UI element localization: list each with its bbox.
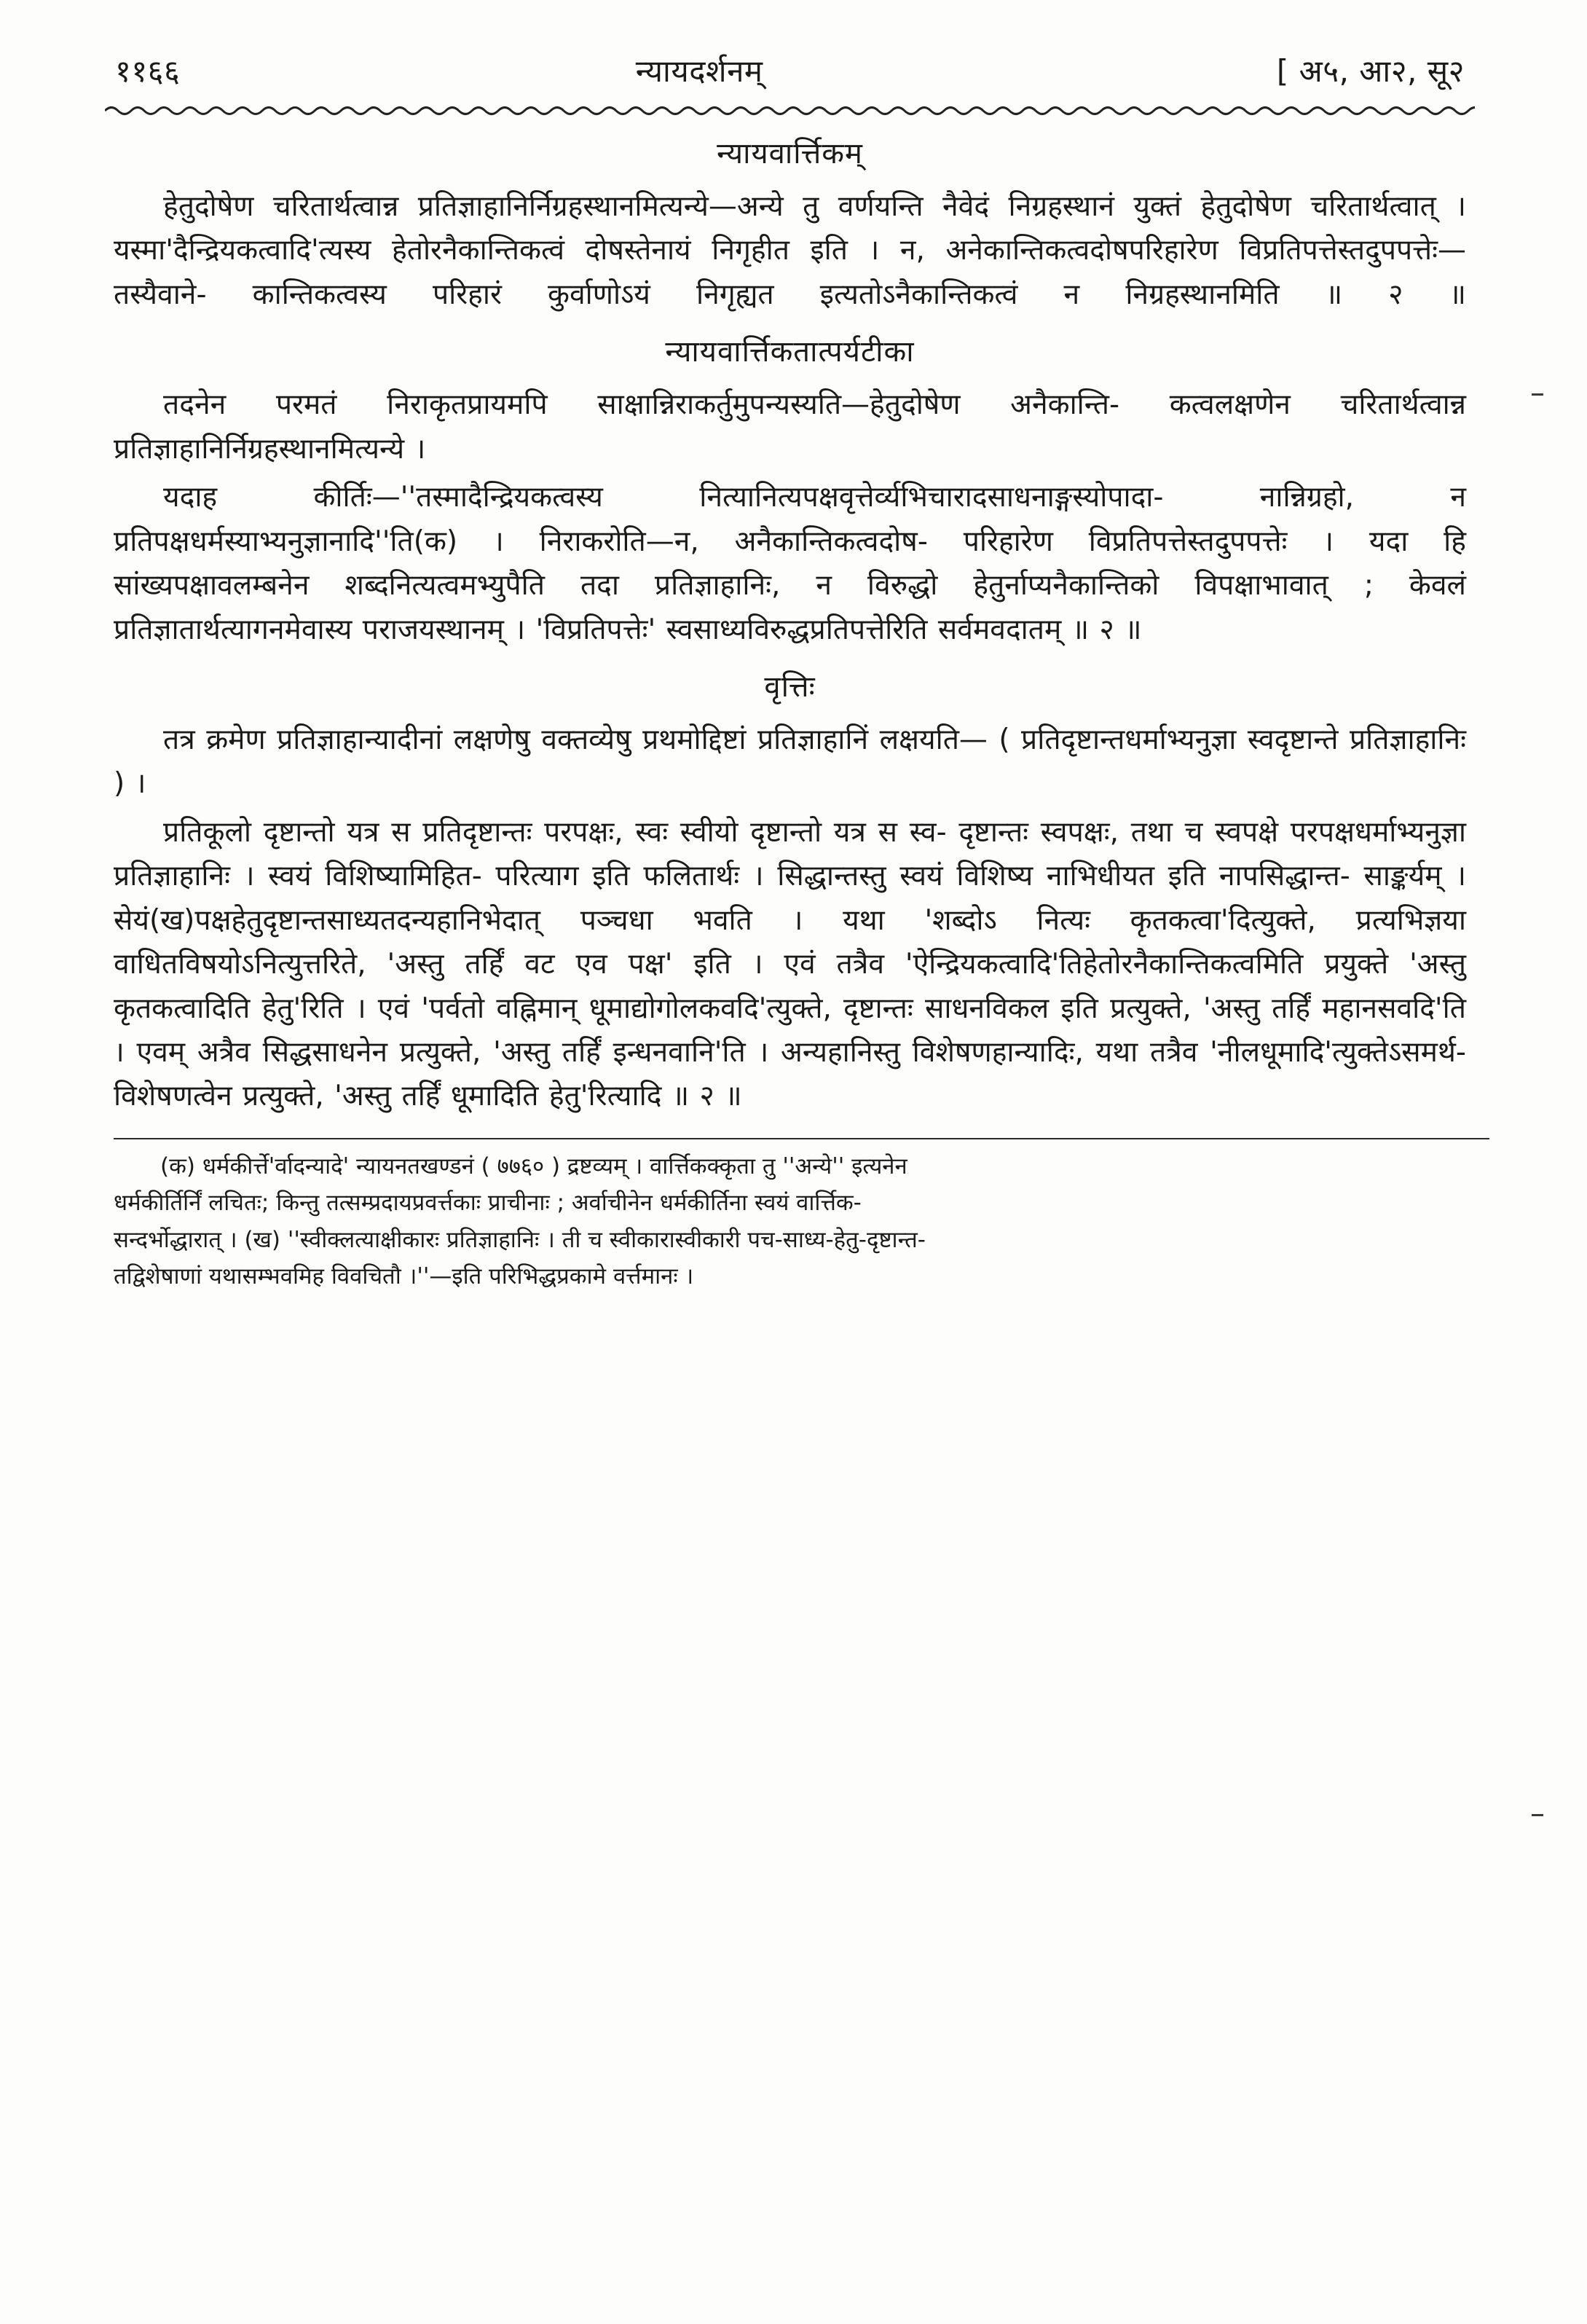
scan-edge-mark (1532, 1814, 1543, 1816)
page-header (102, 29, 1478, 91)
document-body (102, 132, 1478, 1119)
paragraph: तदनेन परमतं निराकृतप्रायमपि साक्षान्निराकर्तुमुपन्यस्यति—हेतुदोषेण अनैकान्ति- कत्वलक्षणेन चरितार्थत्वान्न प्रतिज्ञाहानिर्निग्रहस्थानमित्यन्ये । (114, 388, 1466, 466)
footnote-separator (114, 1138, 1489, 1139)
footnote-line: धर्मकीर्तिर्निं लचितः; किन्तु तत्सम्प्रदायप्रवर्त्तकाः प्राचीनाः ; अर्वाचीनेन धर्मकीर्तिना स्वयं वार्त्तिक- (114, 1190, 862, 1217)
paragraph: तत्र क्रमेण प्रतिज्ञाहान्यादीनां लक्षणेषु वक्तव्येषु प्रथमोद्दिष्टां प्रतिज्ञाहानिं लक्षयति— ( प्रतिदृष्टान्तधर्माभ्यनुज्ञा स्वदृष्टान्ते प्रतिज्ञाहानिः ) । (114, 723, 1466, 801)
paragraph: यदाह कीर्तिः—''तस्मादैन्द्रियकत्वस्य नित्यानित्यपक्षवृत्तेर्व्यभिचारादसाधनाङ्गस्योपादा- नान्निग्रहो, न प्रतिपक्षधर्मस्याभ्यनुज्ञानादि''ति(क) । निराकरोति—न, अनैकान्तिकत्वदोष- परिहारेण विप्रतिपत्तेस्तदुपपत्तेः । यदा हि सांख्यपक्षावलम्बनेन शब्दनित्यत्वमभ्युपैति तदा प्रतिज्ञाहानिः, न विरुद्धो हेतुर्नाप्यनैकान्तिको विपक्षाभावात् ; केवलं प्रतिज्ञातार्थत्यागनमेवास्य पराजयस्थानम् । 'विप्रतिपत्तेः' स्वसाध्यविरुद्धप्रतिपत्तेरिति सर्वमवदातम् ॥ २ ॥ (114, 481, 1466, 646)
wavy-divider (105, 103, 1475, 119)
folio-number: ११६६ (115, 53, 181, 89)
scan-edge-mark (1532, 393, 1543, 396)
footnote-line: तद्विशेषाणां यथासम्भवमिह विवचितौ ।''—इति परिभिद्धप्रकामे वर्त्तमानः । (114, 1263, 694, 1290)
footnote-line: सन्दर्भोद्धारात् । (ख) ''स्वीक्लत्याक्षीकारः प्रतिज्ञाहानिः । ती च स्वीकारास्वीकारी पच-साध्य-हेतु-दृष्टान्त- (114, 1226, 926, 1253)
paragraph: प्रतिकूलो दृष्टान्तो यत्र स प्रतिदृष्टान्तः परपक्षः, स्वः स्वीयो दृष्टान्तो यत्र स स्व- दृष्टान्तः स्वपक्षः, तथा च स्वपक्षे परपक्षधर्माभ्यनुज्ञा प्रतिज्ञाहानिः । स्वयं विशिष्यामिहित- परित्याग इति फलितार्थः । सिद्धान्तस्तु स्वयं विशिष्य नाभिधीयत इति नापसिद्धान्त- साङ्कर्यम् । सेयं(ख)पक्षहेतुदृष्टान्तसाध्यतदन्यहानिभेदात् पञ्चधा भवति । यथा 'शब्दोऽ नित्यः कृतकत्वा'दित्युक्ते, प्रत्यभिज्ञया वाधितविषयोऽनित्युत्तरिते, 'अस्तु तर्हिं वट एव पक्ष' इति । एवं तत्रैव 'ऐन्द्रियकत्वादि'तिहेतोरनैकान्तिकत्वमिति प्रयुक्ते 'अस्तु कृतकत्वादिति हेतु'रिति । एवं 'पर्वतो वह्निमान् धूमाद्योगोलकवदि'त्युक्ते, दृष्टान्तः साधनविकल इति प्रत्युक्ते, 'अस्तु तर्हिं महानसवदि'ति । एवम् अत्रैव सिद्धसाधनेन प्रत्युक्ते, 'अस्तु तर्हिं इन्धनवानि'ति । अन्यहानिस्तु विशेषणहान्यादिः, यथा तत्रैव 'नीलधूमादि'त्युक्तेऽसमर्थ- विशेषणत्वेन प्रत्युक्ते, 'अस्तु तर्हिं धूमादिति हेतु'रित्यादि ॥ २ ॥ (114, 815, 1466, 1113)
chapter-reference: [ अ५, आ२, सू२ (1276, 53, 1465, 89)
paragraph: हेतुदोषेण चरितार्थत्वान्न प्रतिज्ञाहानिर्निग्रहस्थानमित्यन्ये—अन्ये तु वर्णयन्ति नैवेदं निग्रहस्थानं युक्तं हेतुदोषेण चरितार्थत्वात् । यस्मा'दैन्द्रियकत्वादि'त्यस्य हेतोरनैकान्तिकत्वं दोषस्तेनायं निगृहीत इति । न, अनेकान्तिकत्वदोषपरिहारेण विप्रतिपत्तेस्तदुपपत्तेः—तस्यैवाने- कान्तिकत्वस्य परिहारं कुर्वाणोऽयं निगृह्यत इत्यतोऽनैकान्तिकत्वं न निग्रहस्थानमिति ॥ २ ॥ (114, 190, 1466, 311)
section-title-vrtti: वृत्तिः (764, 670, 816, 704)
footnote-block (102, 1150, 1478, 1294)
section-title-tatparyatika: न्यायवार्त्तिकतात्पर्यटीका (665, 335, 915, 369)
footnote-line: (क) धर्मकीर्त्ते'र्वादन्यादे' न्यायनतखण्डनं ( ७७६० ) द्रष्टव्यम् । वार्त्तिकक्कृता तु ''अन्ये'' इत्यनेन (160, 1153, 907, 1179)
running-book-title: न्यायदर्शनम् (635, 53, 763, 89)
section-title-nyayavarttikam: न्यायवार्त्तिकम् (717, 137, 863, 170)
